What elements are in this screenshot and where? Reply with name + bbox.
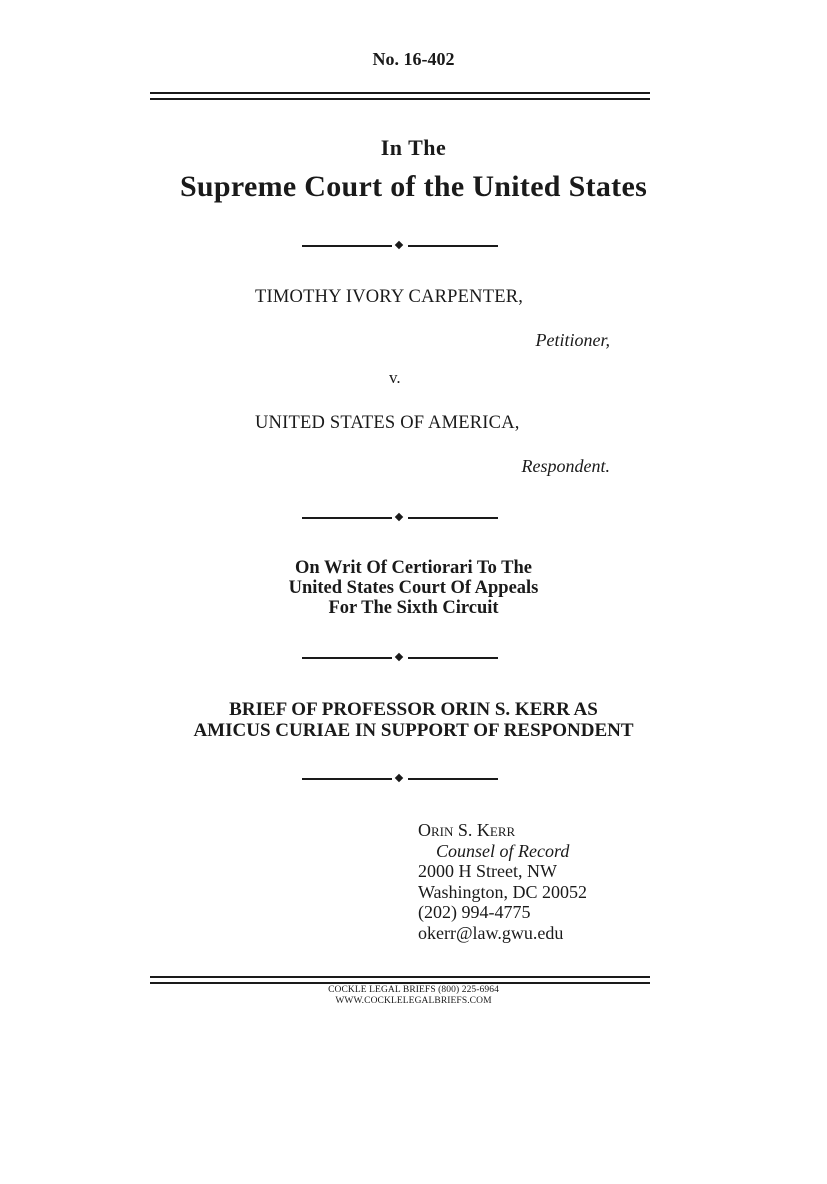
counsel-city: Washington, DC 20052	[418, 881, 588, 902]
counsel-street: 2000 H Street, NW	[418, 861, 557, 881]
brief-title-line: AMICUS CURIAE IN SUPPORT OF RESPONDENT	[193, 720, 634, 741]
printer-line: COCKLE LEGAL BRIEFS (800) 225-6964	[328, 985, 499, 995]
counsel-name: Orin S. Kerr	[418, 820, 516, 840]
brief-title-line: BRIEF OF PROFESSOR ORIN S. KERR AS	[229, 699, 598, 720]
docket-number: No. 16-402	[372, 49, 455, 69]
petitioner-name: TIMOTHY IVORY CARPENTER,	[255, 287, 524, 307]
counsel-email: okerr@law.gwu.edu	[418, 922, 564, 943]
in-the-heading: In The	[380, 135, 447, 160]
section-divider	[302, 774, 498, 784]
versus: v.	[389, 368, 401, 387]
section-divider	[302, 653, 498, 663]
respondent-role: Respondent.	[521, 456, 610, 476]
section-divider	[302, 513, 498, 523]
bottom-double-rule	[150, 976, 650, 984]
writ-line: On Writ Of Certiorari To The	[295, 558, 532, 578]
brief-title	[0, 699, 827, 741]
writ-block	[0, 558, 827, 618]
counsel-role: Counsel of Record	[436, 840, 570, 861]
printer-line: WWW.COCKLELEGALBRIEFS.COM	[335, 996, 492, 1006]
counsel-block	[418, 820, 587, 943]
court-name-heading: Supreme Court of the United States	[179, 170, 648, 203]
printer-imprint	[0, 985, 827, 1007]
top-double-rule	[150, 92, 650, 100]
writ-line: For The Sixth Circuit	[328, 598, 499, 618]
counsel-phone: (202) 994-4775	[418, 902, 531, 922]
petitioner-role: Petitioner,	[535, 330, 610, 350]
section-divider	[302, 241, 498, 251]
respondent-name: UNITED STATES OF AMERICA,	[255, 413, 520, 433]
writ-line: United States Court Of Appeals	[288, 578, 539, 598]
